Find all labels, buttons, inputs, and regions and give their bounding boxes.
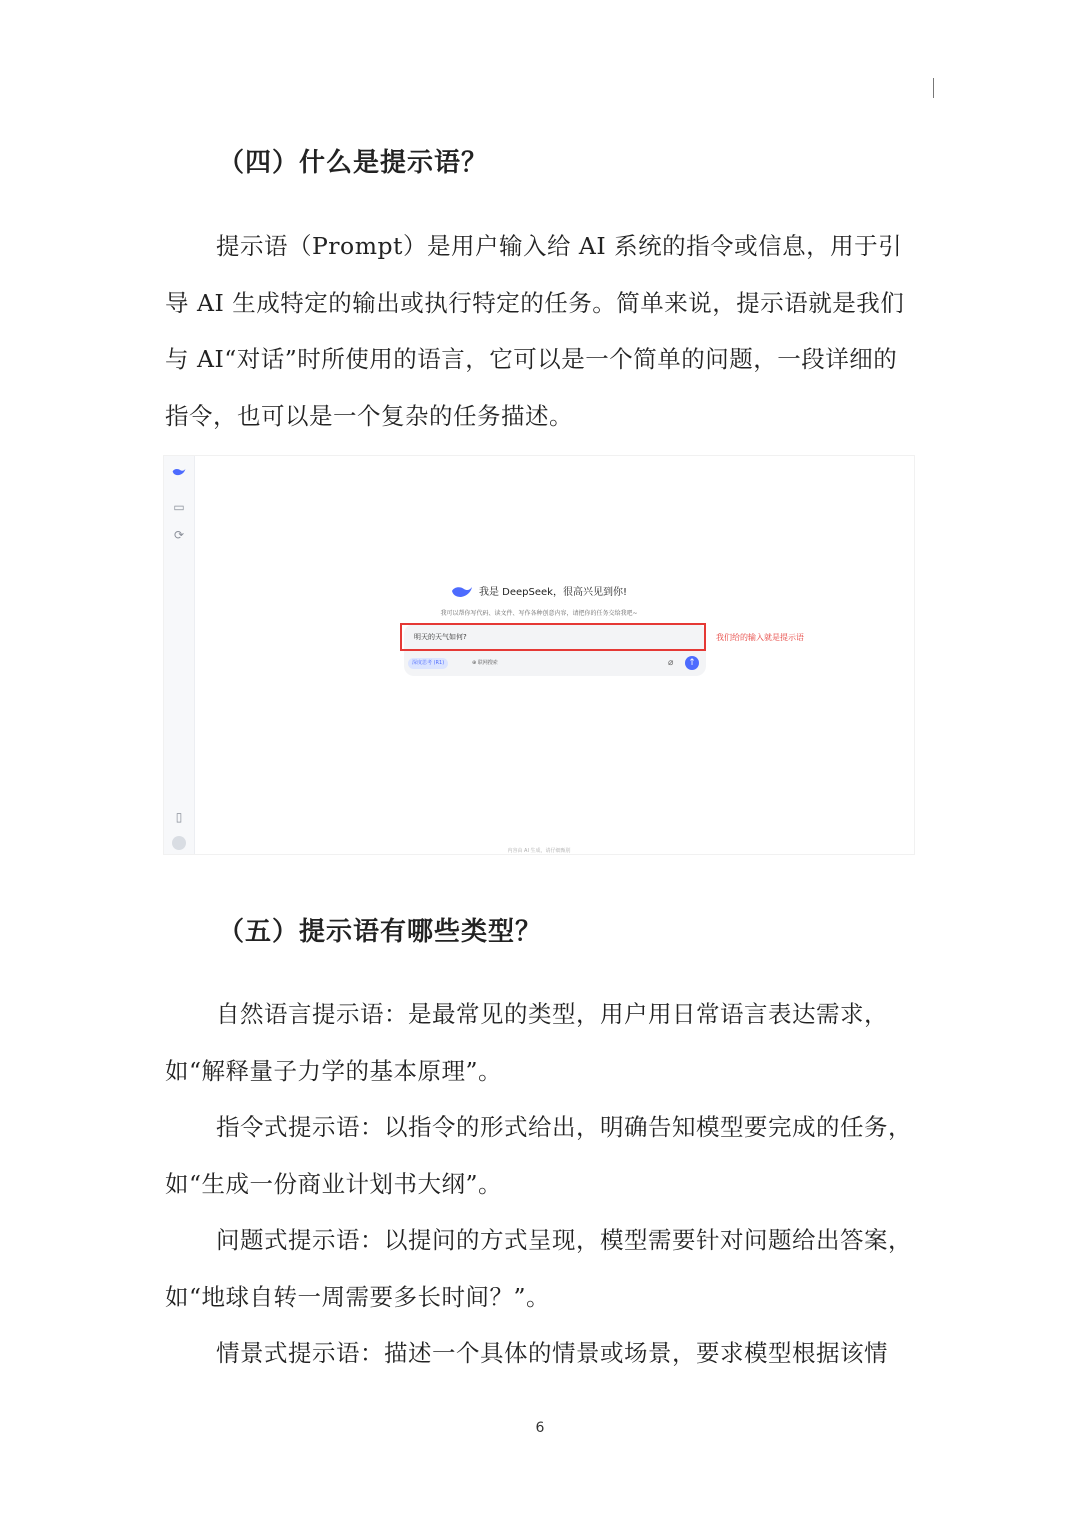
prompt-type-text: 问题式提示语：以提问的方式呈现，模型需要针对问题给出答案，如“地球自转一周需要多长时间？”。 <box>165 1226 912 1311</box>
prompt-type-text: 自然语言提示语：是最常见的类型，用户用日常语言表达需求，如“解释量子力学的基本原理”。 <box>165 1000 888 1085</box>
deepseek-screenshot <box>163 455 915 855</box>
mobile-app-icon[interactable]: ▯ <box>175 810 183 824</box>
section-4-paragraph-text: 提示语（Prompt）是用户输入给 AI 系统的指令或信息，用于引导 AI 生成特定的输出或执行特定的任务。简单来说，提示语就是我们与 AI“对话”时所使用的语言，它可以是一个简单的问题，一段详细的指令，也可以是一个复杂的任务描述。 <box>165 232 905 430</box>
attach-file-icon[interactable]: ⌀ <box>668 658 674 668</box>
deep-think-button[interactable] <box>408 658 448 669</box>
sidebar-toggle-icon[interactable]: ▭ <box>173 500 185 514</box>
prompt-type-natural-language <box>165 986 917 1099</box>
section-5-heading: （五）提示语有哪些类型？ <box>218 917 543 947</box>
greeting <box>164 583 914 599</box>
web-search-label: 联网搜索 <box>477 660 498 666</box>
page-number: 6 <box>535 1420 545 1436</box>
prompt-type-text: 情景式提示语：描述一个具体的情景或场景，要求模型根据该情 <box>216 1339 888 1367</box>
greeting-subtitle: 我可以帮你写代码、读文件、写作各种创意内容，请把你的任务交给我吧~ <box>440 610 638 617</box>
deep-think-label: 深度思考 (R1) <box>412 660 445 666</box>
prompt-type-text: 指令式提示语：以指令的形式给出，明确告知模型要完成的任务，如“生成一份商业计划书大纲”。 <box>165 1113 912 1198</box>
annotation-label: 我们给的输入就是提示语 <box>716 633 804 642</box>
prompt-type-scenario <box>165 1325 917 1382</box>
ai-disclaimer: 内容由 AI 生成，请仔细甄别 <box>507 848 571 854</box>
prompt-type-instruction <box>165 1099 917 1212</box>
sidebar <box>164 456 195 855</box>
section-4-heading: （四）什么是提示语？ <box>218 148 489 178</box>
header-rule <box>933 78 934 98</box>
deepseek-whale-icon <box>451 585 473 599</box>
globe-icon: ⊕ <box>472 660 478 666</box>
chat-input-text[interactable]: 明天的天气如何? <box>414 633 467 641</box>
send-button[interactable] <box>685 656 699 670</box>
section-4-paragraph <box>165 218 917 444</box>
web-search-button[interactable] <box>468 658 502 669</box>
new-chat-icon[interactable]: ⟳ <box>173 528 185 542</box>
prompt-type-question <box>165 1212 917 1325</box>
arrow-up-icon: ↑ <box>688 658 696 668</box>
deepseek-logo-icon[interactable] <box>172 466 186 480</box>
greeting-text: 我是 DeepSeek，很高兴见到你! <box>479 587 627 598</box>
